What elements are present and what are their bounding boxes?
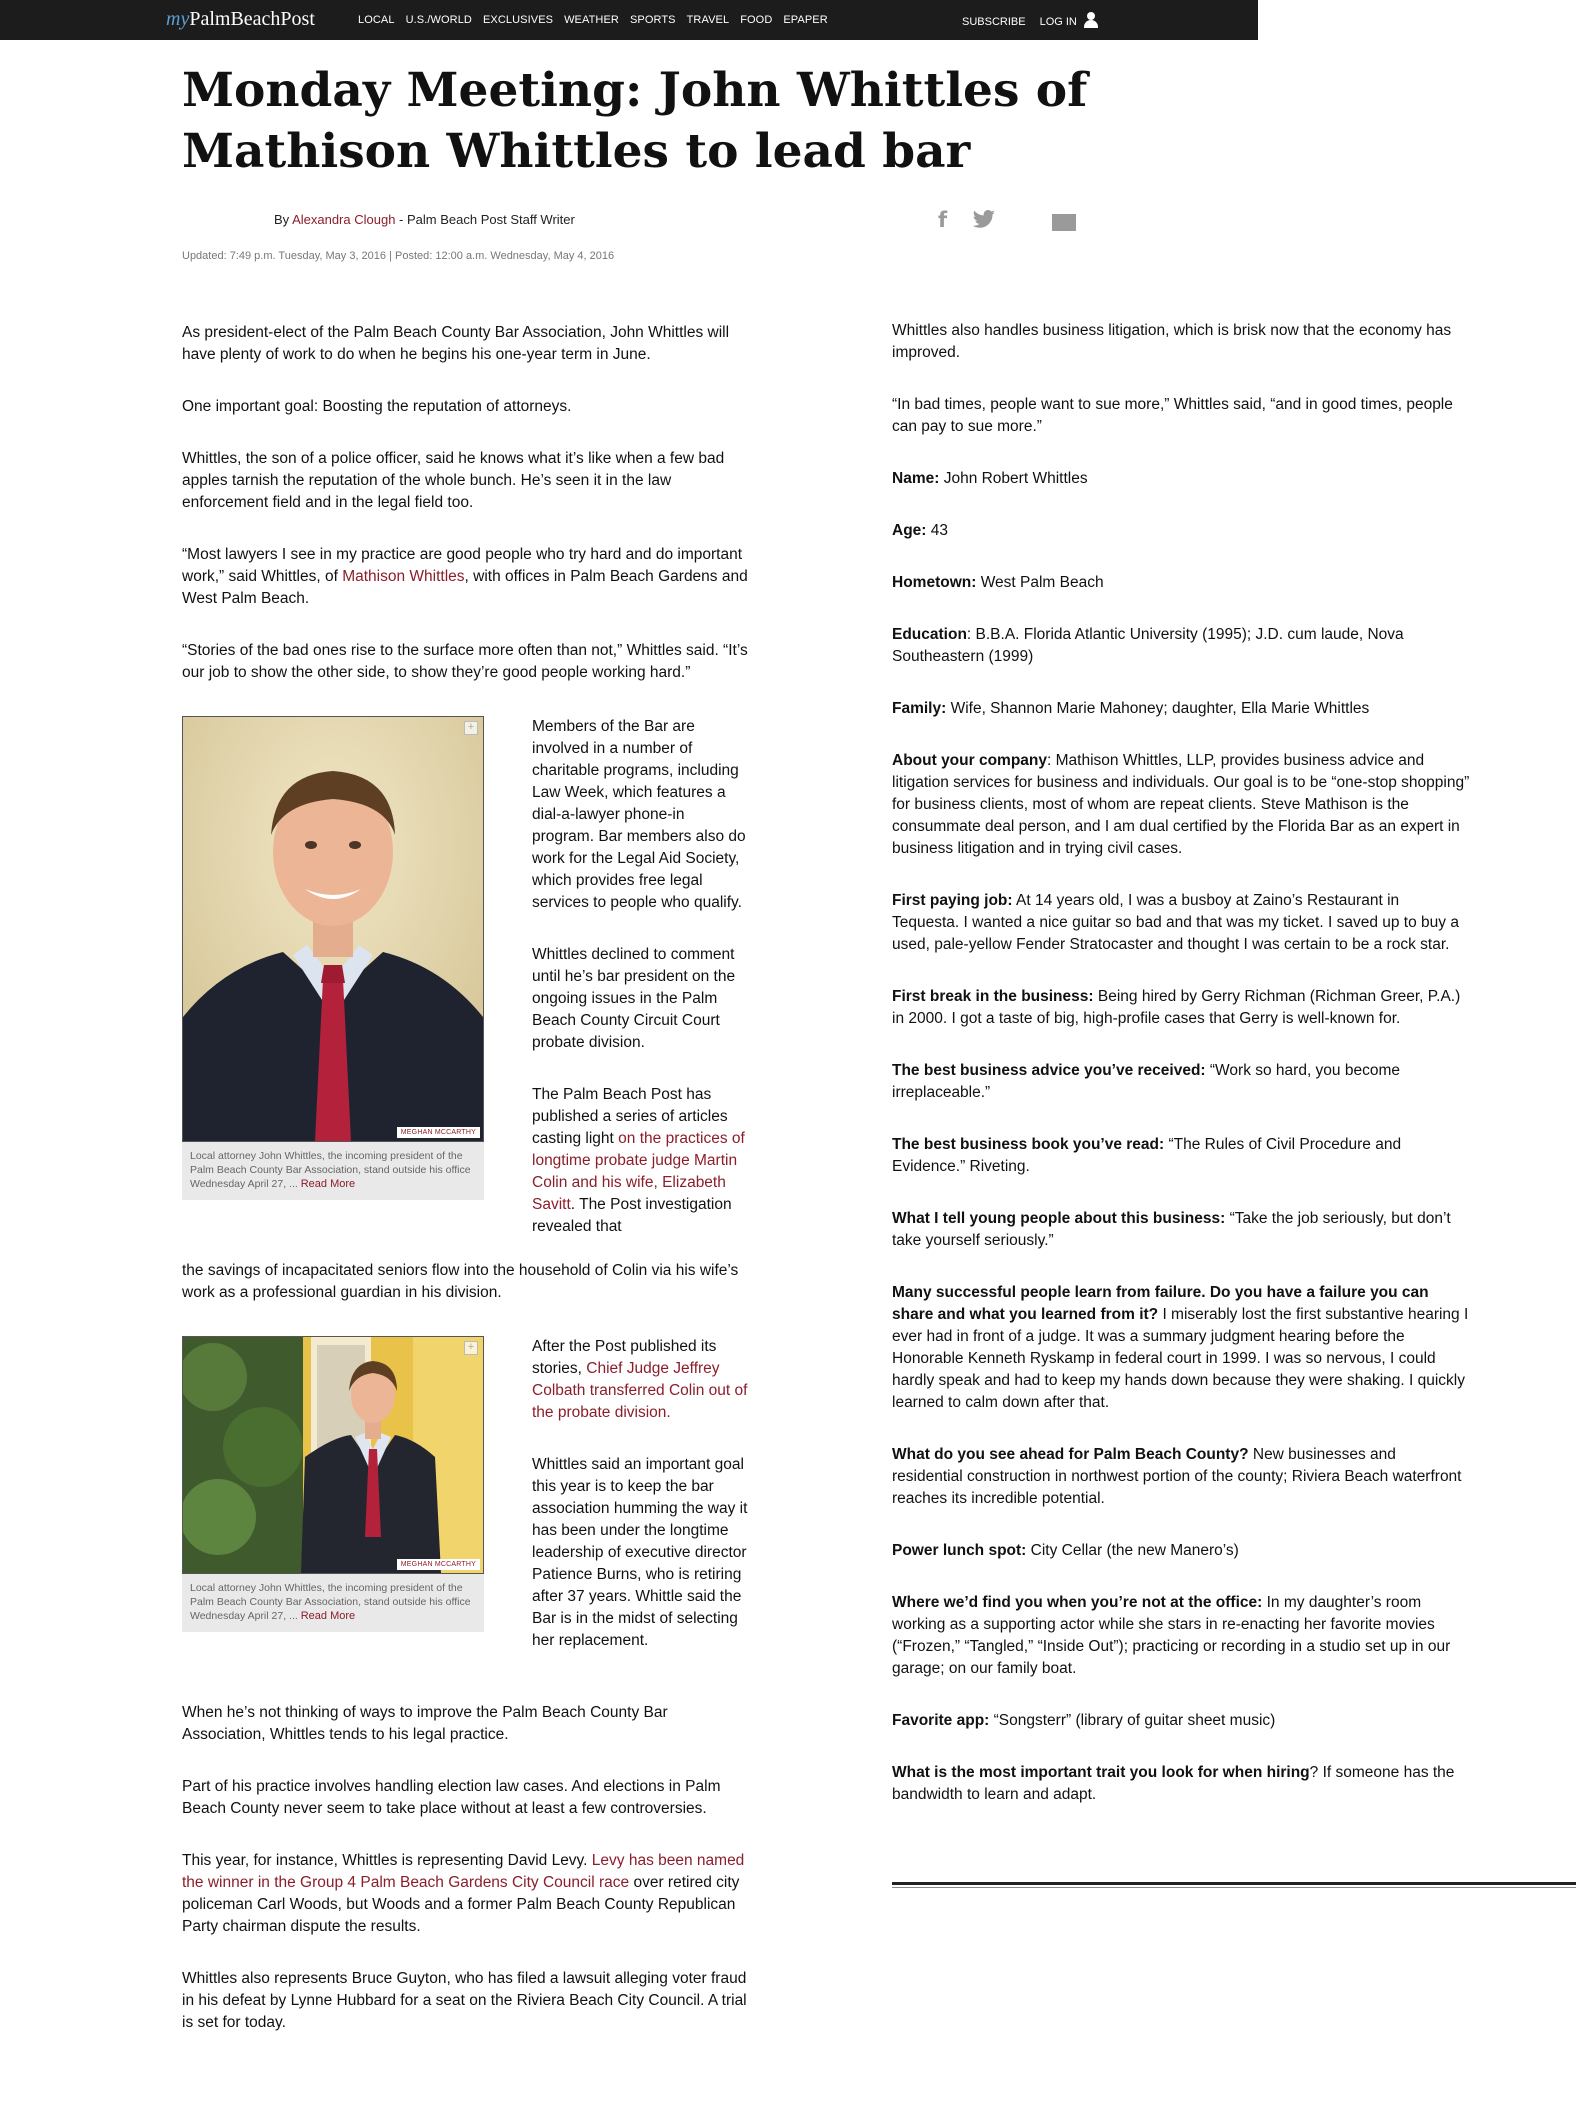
paragraph: One important goal: Boosting the reputation of attorneys. — [182, 398, 572, 415]
qa-item: Education: B.B.A. Florida Atlantic University (1995); J.D. cum laude, Nova Southeastern (1999) — [892, 626, 1404, 665]
nav-item-us-world[interactable]: U.S./WORLD — [405, 14, 472, 26]
nav-item-sports[interactable]: SPORTS — [629, 14, 676, 26]
photo-1 — [182, 716, 484, 1200]
expand-plus-icon[interactable]: + — [464, 1341, 478, 1355]
photo-credit: MEGHAN MCCARTHY — [397, 1559, 480, 1570]
article-body-float-2 — [532, 1336, 748, 1682]
qa-item: About your company: Mathison Whittles, LLP, provides business advice and litigation services for business and individuals. Our goal is to be “one-stop shopping” for business clients, most of whom are repeat clients. Steve Mathison is the consummate deal person, and I am dual certified by the Florida Bar as an expert in business litigation and in trying civil cases. — [892, 752, 1470, 857]
account-links — [962, 14, 1099, 30]
site-logo[interactable]: myPalmBeachPost — [166, 8, 315, 30]
paragraph: “Stories of the bad ones rise to the surface more often than not,” Whittles said. “It’s our job to show the other side, to show they’re good people working hard.” — [182, 642, 748, 681]
paragraph: Whittles also handles business litigation, which is brisk now that the economy has improved. — [892, 322, 1452, 361]
photo-caption: Local attorney John Whittles, the incoming president of the Palm Beach County Bar Association, stand outside his office Wednesday April 27, ... Read More — [182, 1574, 484, 1632]
paragraph: Whittles declined to comment until he’s bar president on the ongoing issues in the Palm Beach County Circuit Court probate division. — [532, 946, 736, 1051]
qa-item: Family: Wife, Shannon Marie Mahoney; daughter, Ella Marie Whittles — [892, 700, 1370, 717]
section-divider — [892, 1887, 1576, 1888]
qa-item: First paying job: At 14 years old, I was a busboy at Zaino’s Restaurant in Tequesta. I wanted a nice guitar so bad and that was my ticket. I saved up to buy a used, pale-yellow Fender Stratocaster and thought I was certain to be a rock star. — [892, 892, 1459, 953]
paragraph: Whittles said an important goal this year is to keep the bar association humming the way it has been under the longtime leadership of executive director Patience Burns, who is retiring after 37 years. Whittle said the Bar is in the midst of selecting her replacement. — [532, 1456, 748, 1649]
qa-item: The best business book you’ve read: “The Rules of Civil Procedure and Evidence.” Riveting. — [892, 1136, 1402, 1175]
qa-item: Name: John Robert Whittles — [892, 470, 1088, 487]
standing-portrait-photo — [183, 1337, 483, 1573]
article-body-right — [892, 320, 1470, 1836]
article-body-float-1 — [532, 716, 748, 1238]
article-headline: Monday Meeting: John Whittles of Mathison Whittles to lead bar — [182, 63, 1088, 179]
chief-judge-link[interactable]: Chief Judge Jeffrey Colbath transferred Colin out of the probate division. — [532, 1360, 748, 1421]
paragraph: Part of his practice involves handling election law cases. And elections in Palm Beach County never seem to take place without at least a few controversies. — [182, 1778, 721, 1817]
article-body-continued — [182, 1260, 748, 1334]
paragraph: The Palm Beach Post has published a series of articles casting light on the practices of longtime probate judge Martin Colin and his wife, Elizabeth Savitt. The Post investigation revealed that — [532, 1086, 745, 1235]
nav-item-local[interactable]: LOCAL — [358, 14, 395, 26]
paragraph: “In bad times, people want to sue more,” Whittles said, “and in good times, people can pay to sue more.” — [892, 396, 1453, 435]
facebook-icon[interactable]: f — [938, 208, 948, 232]
paragraph: This year, for instance, Whittles is representing David Levy. Levy has been named the winner in the Group 4 Palm Beach Gardens City Council race over retired city policeman Carl Woods, but Woods and a former Palm Beach County Republican Party chairman dispute the results. — [182, 1852, 745, 1935]
paragraph: Members of the Bar are involved in a number of charitable programs, including Law Week, which features a dial-a-lawyer phone-in program. Bar members also do work for the Legal Aid Society, which provides free legal services to people who qualify. — [532, 718, 746, 911]
qa-item: Where we’d find you when you’re not at the office: In my daughter’s room working as a supporting actor while she stars in re-enacting her favorite movies (“Frozen,” “Tangled,” “Inside Out”); practicing or recording in a studio set up in our garage; on our family boat. — [892, 1594, 1451, 1677]
paragraph: the savings of incapacitated seniors flow into the household of Colin via his wife’s work as a professional guardian in his division. — [182, 1262, 739, 1301]
qa-item: What I tell young people about this business: “Take the job seriously, but don’t take yourself seriously.” — [892, 1210, 1451, 1249]
paragraph: Whittles, the son of a police officer, said he knows what it’s like when a few bad apples tarnish the reputation of the whole bunch. He’s seen it in the law enforcement field and in the legal field too. — [182, 450, 725, 511]
nav-menu — [358, 14, 828, 26]
user-icon[interactable] — [1083, 12, 1099, 28]
qa-item: Many successful people learn from failure. Do you have a failure you can share and what you learned from it? I miserably lost the first substantive hearing I ever had in front of a judge. It was a summary judgment hearing before the Honorable Kenneth Ryskamp in federal court in 1999. I was so nervous, I could hardly speak and had to keep my hands down because they were shaking. I quickly learned to calm down after that. — [892, 1284, 1469, 1411]
qa-item: Favorite app: “Songsterr” (library of guitar sheet music) — [892, 1712, 1276, 1729]
article-body-intro — [182, 322, 748, 714]
read-more-link[interactable]: Read More — [300, 1178, 356, 1190]
paragraph: “Most lawyers I see in my practice are good people who try hard and do important work,” said Whittles, of Mathison Whittles, with offices in Palm Beach Gardens and West Palm Beach. — [182, 546, 748, 607]
mathison-whittles-link[interactable]: Mathison Whittles — [342, 568, 465, 585]
qa-item: What do you see ahead for Palm Beach County? New businesses and residential construction in northwest portion of the county; Riviera Beach waterfront reaches its incredible potential. — [892, 1446, 1462, 1507]
nav-item-epaper[interactable]: EPAPER — [783, 14, 828, 26]
subscribe-link[interactable]: SUBSCRIBE — [962, 16, 1026, 28]
photo-1-frame[interactable] — [182, 716, 484, 1142]
paragraph: When he’s not thinking of ways to improve the Palm Beach County Bar Association, Whittles tends to his legal practice. — [182, 1704, 668, 1743]
qa-item: Power lunch spot: City Cellar (the new Manero’s) — [892, 1542, 1239, 1559]
election-results-link[interactable]: Levy has been named the winner in the Group 4 Palm Beach Gardens City Council race — [182, 1852, 745, 1891]
photo-caption: Local attorney John Whittles, the incoming president of the Palm Beach County Bar Association, stand outside his office Wednesday April 27, ... Read More — [182, 1142, 484, 1200]
nav-item-weather[interactable]: WEATHER — [564, 14, 619, 26]
byline: By Alexandra Clough - Palm Beach Post Staff Writer — [274, 212, 575, 227]
email-icon[interactable] — [1052, 214, 1076, 231]
paragraph: After the Post published its stories, Chief Judge Jeffrey Colbath transferred Colin out of the probate division. — [532, 1338, 748, 1421]
photo-credit: MEGHAN MCCARTHY — [397, 1127, 480, 1138]
portrait-photo — [183, 717, 483, 1141]
qa-item: The best business advice you’ve received: “Work so hard, you become irreplaceable.” — [892, 1062, 1401, 1101]
probate-judge-link[interactable]: on the practices of longtime probate judge Martin Colin and his wife, Elizabeth Savitt — [532, 1130, 745, 1213]
login-link[interactable]: LOG IN — [1039, 16, 1077, 28]
dateline: Updated: 7:49 p.m. Tuesday, May 3, 2016 | Posted: 12:00 a.m. Wednesday, May 4, 2016 — [182, 250, 615, 262]
nav-item-food[interactable]: FOOD — [740, 14, 773, 26]
nav-item-travel[interactable]: TRAVEL — [686, 14, 730, 26]
photo-2 — [182, 1336, 484, 1632]
article-body-lower — [182, 1702, 748, 2064]
twitter-icon[interactable] — [972, 210, 996, 230]
qa-item: Age: 43 — [892, 522, 949, 539]
qa-item: What is the most important trait you look for when hiring? If someone has the bandwidth to learn and adapt. — [892, 1764, 1455, 1803]
photo-2-frame[interactable] — [182, 1336, 484, 1574]
paragraph: Whittles also represents Bruce Guyton, who has filed a lawsuit alleging voter fraud in his defeat by Lynne Hubbard for a seat on the Riviera Beach City Council. A trial is set for today. — [182, 1970, 747, 2031]
qa-item: Hometown: West Palm Beach — [892, 574, 1104, 591]
nav-item-exclusives[interactable]: EXCLUSIVES — [482, 14, 554, 26]
expand-plus-icon[interactable]: + — [464, 721, 478, 735]
read-more-link[interactable]: Read More — [300, 1610, 356, 1622]
top-nav-bar — [0, 0, 1258, 40]
author-link[interactable]: Alexandra Clough — [292, 212, 396, 227]
share-bar — [938, 208, 1076, 232]
paragraph: As president-elect of the Palm Beach County Bar Association, John Whittles will have plenty of work to do when he begins his one-year term in June. — [182, 324, 730, 363]
qa-item: First break in the business: Being hired by Gerry Richman (Richman Greer, P.A.) in 2000. I got a taste of big, high-profile cases that Gerry is well-known for. — [892, 988, 1461, 1027]
